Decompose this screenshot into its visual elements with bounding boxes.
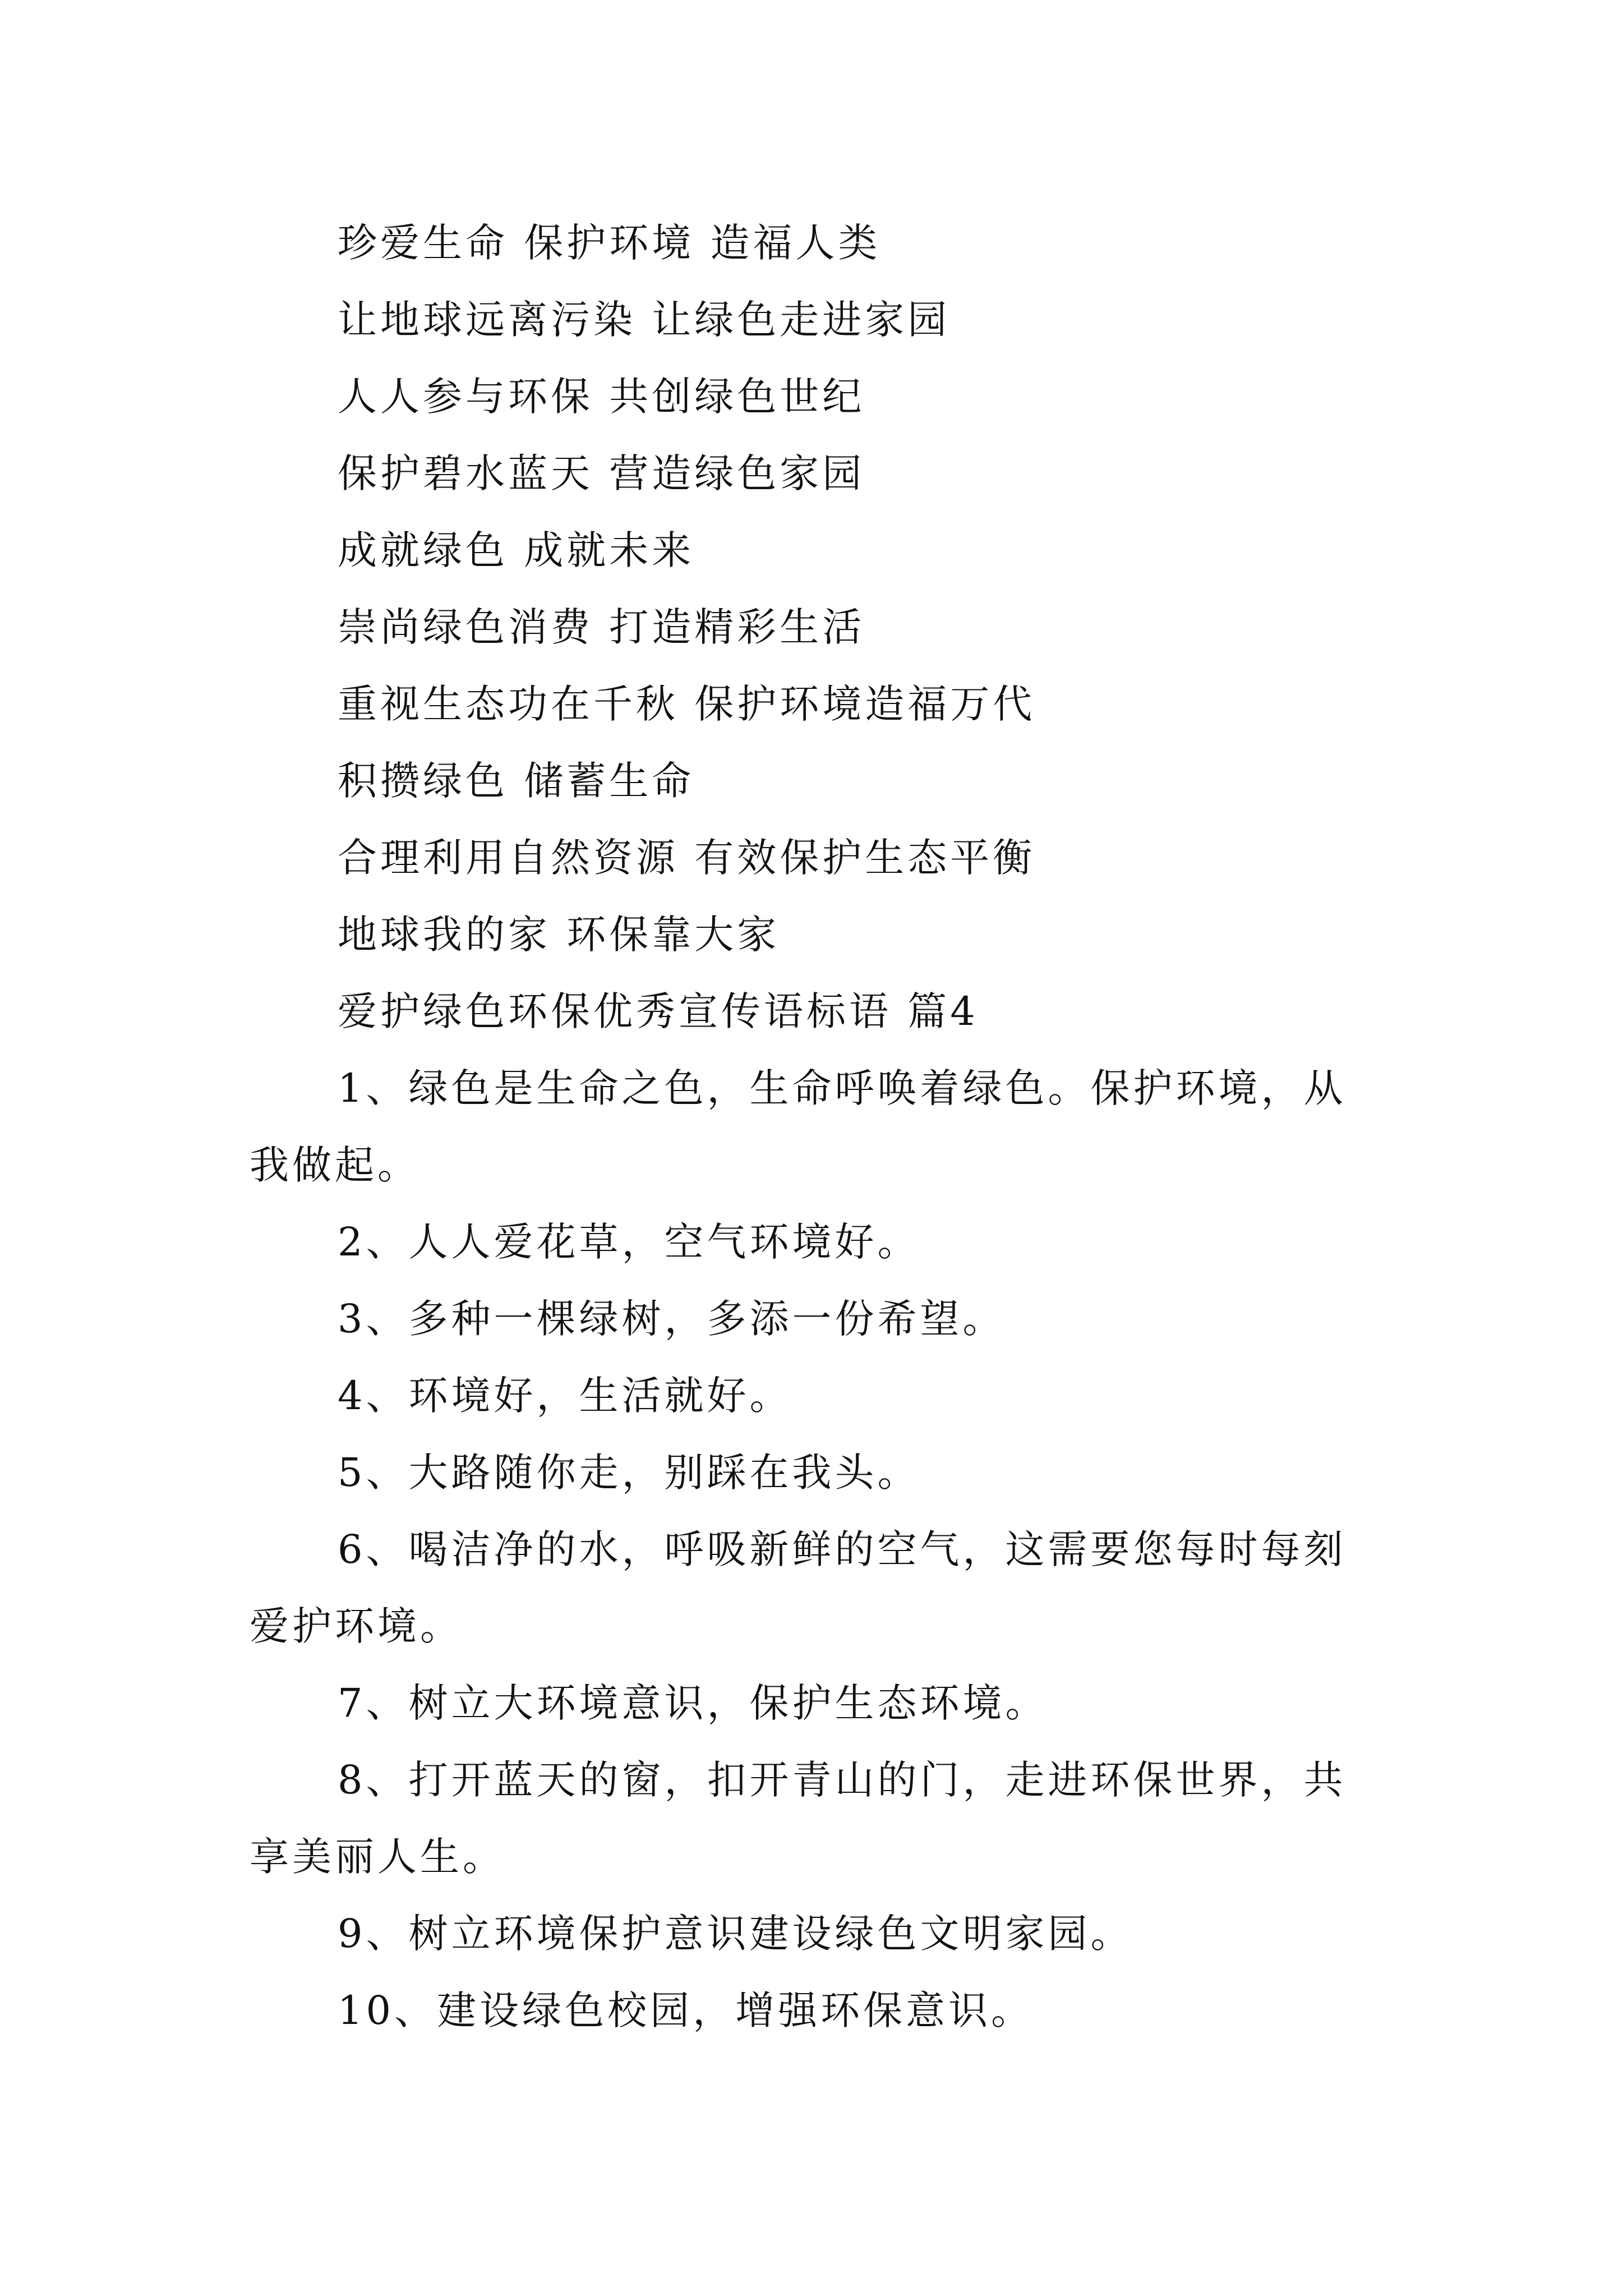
- list-item: 8、打开蓝天的窗，扣开青山的门，走进环保世界，共享美丽人生。: [250, 1757, 1347, 1880]
- list-item: 7、树立大环境意识，保护生态环境。: [338, 1680, 1048, 1726]
- slogan-line: 保护碧水蓝天 营造绿色家园: [338, 450, 865, 496]
- list-item: 3、多种一棵绿树，多添一份希望。: [338, 1296, 1006, 1342]
- slogan-line: 合理利用自然资源 有效保护生态平衡: [338, 835, 1036, 881]
- slogan-line: 地球我的家 环保靠大家: [338, 912, 780, 958]
- list-item: 6、喝洁净的水，呼吸新鲜的空气，这需要您每时每刻爱护环境。: [250, 1526, 1347, 1649]
- slogan-line: 重视生态功在千秋 保护环境造福万代: [338, 681, 1036, 727]
- list-item: 2、人人爱花草，空气环境好。: [338, 1219, 920, 1265]
- slogan-line: 成就绿色 成就未来: [338, 527, 695, 573]
- list-item: 10、建设绿色校园，增强环保意识。: [338, 1987, 1034, 2033]
- slogan-line: 珍爱生命 保护环境 造福人类: [338, 220, 881, 266]
- slogan-line: 崇尚绿色消费 打造精彩生活: [338, 604, 865, 650]
- document-body: [250, 205, 1388, 2049]
- slogan-line: 人人参与环保 共创绿色世纪: [338, 374, 865, 420]
- slogan-line: 积攒绿色 储蓄生命: [338, 758, 695, 804]
- section-heading: 爱护绿色环保优秀宣传语标语 篇4: [338, 988, 979, 1034]
- list-item: 1、绿色是生命之色，生命呼唤着绿色。保护环境，从我做起。: [250, 1065, 1347, 1188]
- slogan-line: 让地球远离污染 让绿色走进家园: [338, 297, 951, 343]
- list-item: 9、树立环境保护意识建设绿色文明家园。: [338, 1911, 1133, 1957]
- list-item: 5、大路随你走，别踩在我头。: [338, 1450, 920, 1496]
- list-item: 4、环境好，生活就好。: [338, 1373, 792, 1419]
